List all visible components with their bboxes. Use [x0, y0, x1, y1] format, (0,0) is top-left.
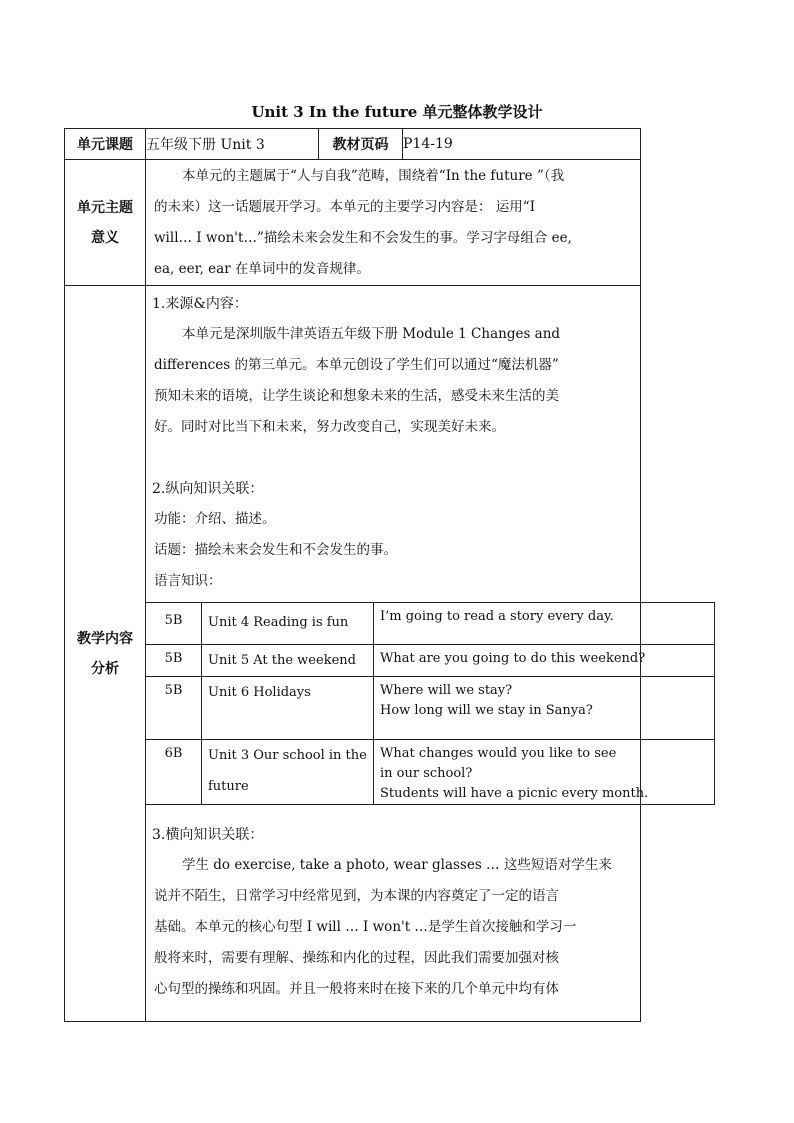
theme-row	[65, 160, 641, 286]
unit-cell: Unit 4 Reading is fun	[202, 603, 374, 645]
grade-cell: 6B	[146, 740, 202, 805]
section3-line: 基础。本单元的核心句型 I will … I won't …是学生首次接触和学习一	[154, 919, 577, 935]
section1-heading: 1.来源&内容：	[152, 296, 248, 312]
topic-value: 五年级下册 Unit 3	[146, 129, 319, 160]
section3-line: 学生 do exercise, take a photo, wear glasses … 这些短语对学生来	[182, 857, 612, 873]
table-row	[146, 603, 715, 645]
theme-label-cell	[65, 160, 146, 286]
theme-line: 的未来）这一话题展开学习。本单元的主要学习内容是： 运用“I	[154, 199, 536, 215]
theme-content	[146, 160, 641, 286]
grade-cell: 5B	[146, 677, 202, 740]
document-title: Unit 3 In the future 单元整体教学设计	[251, 103, 543, 121]
theme-label-line1: 单元主题	[77, 199, 133, 216]
grade-cell: 5B	[146, 603, 202, 645]
topic-label: 单元课题	[65, 129, 146, 160]
section2-heading: 2.纵向知识关联：	[152, 481, 264, 497]
section2-item: 功能：介绍、描述。	[154, 511, 276, 527]
sentence-cell: I’m going to read a story every day.	[374, 603, 641, 645]
section3-heading: 3.横向知识关联：	[152, 827, 264, 843]
language-knowledge-table	[145, 602, 715, 805]
page-value: P14-19	[403, 129, 641, 160]
unit-cell: Unit 3 Our school in the future	[202, 740, 374, 805]
section3-line: 般将来时，需要有理解、操练和内化的过程，因此我们需要加强对核	[154, 950, 559, 966]
analysis-label-line2: 分析	[91, 660, 119, 677]
theme-label-line2: 意义	[91, 229, 119, 246]
unit-cell: Unit 5 At the weekend	[202, 645, 374, 677]
header-row	[65, 129, 641, 160]
section2-item: 语言知识：	[154, 573, 222, 589]
analysis-label-line1: 教学内容	[77, 630, 133, 647]
empty-cell	[641, 740, 715, 805]
sentence-cell: What changes would you like to see in our school? Students will have a picnic every month.	[374, 740, 641, 805]
section1-line: 本单元是深圳版牛津英语五年级下册 Module 1 Changes and	[182, 326, 561, 342]
section1-line: differences 的第三单元。本单元创设了学生们可以通过“魔法机器”	[154, 357, 559, 373]
sentence-cell: What are you going to do this weekend?	[374, 645, 641, 677]
unit-cell: Unit 6 Holidays	[202, 677, 374, 740]
unit-design-table	[64, 128, 641, 1022]
empty-cell	[641, 645, 715, 677]
table-row	[146, 677, 715, 740]
section1-line: 好。同时对比当下和未来，努力改变自己，实现美好未来。	[154, 419, 505, 435]
section2-item: 话题：描绘未来会发生和不会发生的事。	[154, 542, 397, 558]
section1-line: 预知未来的语境，让学生谈论和想象未来的生活，感受未来生活的美	[154, 388, 559, 404]
table-row	[146, 740, 715, 805]
section3-line: 说并不陌生，日常学习中经常见到，为本课的内容奠定了一定的语言	[154, 888, 559, 904]
grade-cell: 5B	[146, 645, 202, 677]
section3-line: 心句型的操练和巩固。并且一般将来时在接下来的几个单元中均有体	[154, 981, 559, 997]
empty-cell	[641, 603, 715, 645]
page-label: 教材页码	[319, 129, 403, 160]
table-row	[146, 645, 715, 677]
sentence-cell: Where will we stay? How long will we stay in Sanya?	[374, 677, 641, 740]
theme-line: 本单元的主题属于“人与自我”范畴，围绕着“In the future ”（我	[182, 168, 565, 184]
theme-line: ea, eer, ear 在单词中的发音规律。	[154, 261, 370, 277]
analysis-label-cell	[65, 286, 146, 1022]
theme-line: will… I won't…”描绘未来会发生和不会发生的事。学习字母组合 ee,	[154, 230, 572, 246]
empty-cell	[641, 677, 715, 740]
